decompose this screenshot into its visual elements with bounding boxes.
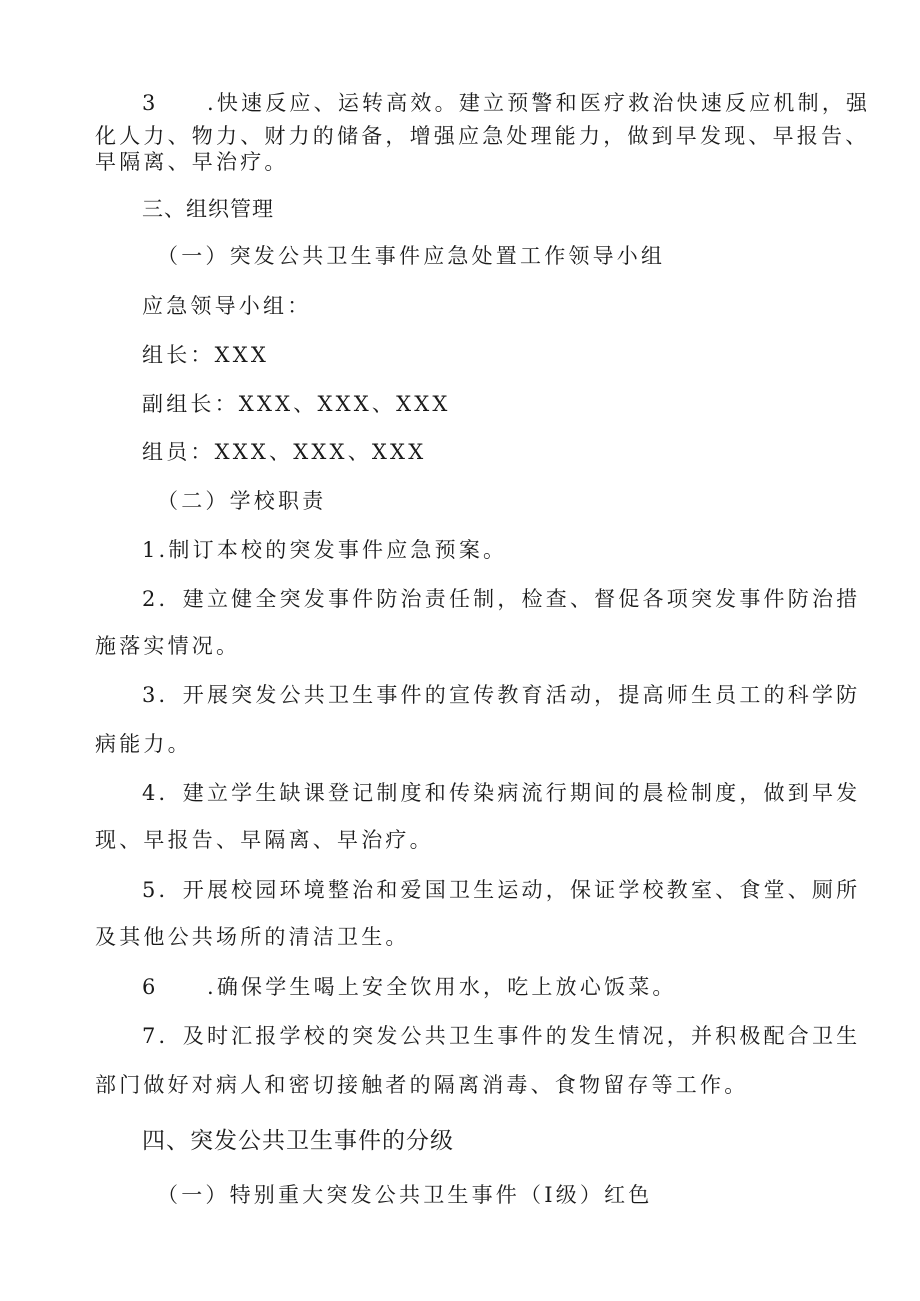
item-3-line-1: 3 .快速反应、运转高效。建立预警和医疗救治快速反应机制，强 bbox=[142, 91, 871, 115]
duty-7-line-2: 部门做好对病人和密切接触者的隔离消毒、食物留存等工作。 bbox=[95, 1073, 749, 1097]
item-3-line-2: 化人力、物力、财力的储备，增强应急处理能力，做到早发现、早报告、 bbox=[95, 124, 870, 148]
section-3-heading: 三、组织管理 bbox=[142, 197, 274, 221]
section-4-heading: 四、突发公共卫生事件的分级 bbox=[142, 1128, 454, 1154]
group-members: 组员：XXX、XXX、XXX bbox=[142, 440, 427, 464]
duty-5-line-1: 5．开展校园环境整治和爱国卫生运动，保证学校教室、食堂、厕所 bbox=[142, 878, 861, 902]
deputy-leaders: 副组长：XXX、XXX、XXX bbox=[142, 392, 451, 416]
item-3-line-3: 早隔离、早治疗。 bbox=[95, 150, 289, 174]
duty-2-line-2: 施落实情况。 bbox=[95, 634, 241, 658]
duty-3-line-2: 病能力。 bbox=[95, 732, 192, 756]
duty-7-line-1: 7．及时汇报学校的突发公共卫生事件的发生情况，并积极配合卫生 bbox=[142, 1024, 861, 1048]
level-1-title: （一）特别重大突发公共卫生事件（I级）红色 bbox=[157, 1183, 653, 1207]
duty-5-line-2: 及其他公共场所的清洁卫生。 bbox=[95, 925, 410, 949]
group-leader: 组长：XXX bbox=[142, 343, 270, 367]
subsection-2-title: （二）学校职责 bbox=[157, 489, 327, 513]
duty-4-line-2: 现、早报告、早隔离、早治疗。 bbox=[95, 828, 434, 852]
duty-4-line-1: 4．建立学生缺课登记制度和传染病流行期间的晨检制度，做到早发 bbox=[142, 781, 861, 805]
leader-group-label: 应急领导小组： bbox=[142, 294, 312, 318]
duty-6: 6 .确保学生喝上安全饮用水，吃上放心饭菜。 bbox=[142, 975, 677, 999]
duty-2-line-1: 2．建立健全突发事件防治责任制，检查、督促各项突发事件防治措 bbox=[142, 587, 861, 611]
subsection-1-title: （一）突发公共卫生事件应急处置工作领导小组 bbox=[157, 244, 666, 268]
duty-3-line-1: 3．开展突发公共卫生事件的宣传教育活动，提高师生员工的科学防 bbox=[142, 683, 861, 707]
duty-1: 1.制订本校的突发事件应急预案。 bbox=[142, 538, 508, 562]
